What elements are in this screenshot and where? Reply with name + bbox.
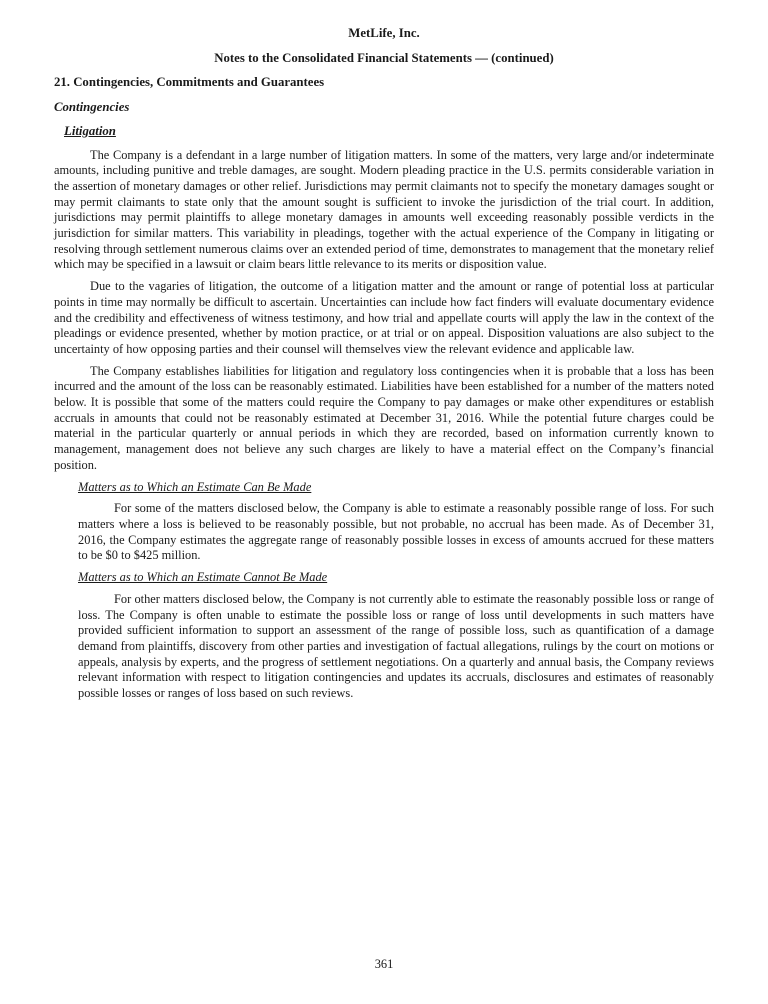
company-name: MetLife, Inc. xyxy=(348,26,420,40)
paragraph: For other matters disclosed below, the Company is not currently able to estimate the reasonably possible loss or range of loss. The Company is often unable to estimate the possible loss or range of loss until developments in such matters have provided sufficient information to support an assessment of the range of possible loss, such as quantification of a damage demand from plaintiffs, discovery from other parties and investigation of factual allegations, rulings by the court on motions or appeals, analysis by experts, and the progress of settlement negotiations. On a quarterly and annual basis, the Company reviews relevant information with respect to litigation contingencies and updates its accruals, disclosures and estimates of reasonably possible losses or ranges of loss based on such reviews. xyxy=(78,591,714,701)
document-page xyxy=(54,26,714,708)
paragraph: Due to the vagaries of litigation, the outcome of a litigation matter and the amount or range of potential loss at particular points in time may normally be difficult to ascertain. Uncertainties can include how fact finders will evaluate documentary evidence and the credibility and effectiveness of witness testimony, and how trial and appellate courts will apply the law in the context of the pleadings or evidence presented, whether by motion practice, or at trial or on appeal. Disposition valuations are also subject to the uncertainty of how opposing parties and their counsel will themselves view the relevant evidence and applicable law. xyxy=(54,279,714,356)
page-subtitle: Notes to the Consolidated Financial Statements — (continued) xyxy=(214,50,554,65)
paragraph: For some of the matters disclosed below, the Company is able to estimate a reasonably possible range of loss. For such matters where a loss is believed to be reasonably possible, but not probable, no accrual has been made. As of December 31, 2016, the Company estimates the aggregate range of reasonably possible losses in excess of amounts accrued for these matters to be $0 to $425 million. xyxy=(78,501,714,563)
estimate-can-section xyxy=(78,480,714,702)
estimate-can-heading: Matters as to Which an Estimate Can Be Made xyxy=(78,479,312,494)
estimate-cannot-heading: Matters as to Which an Estimate Cannot Be Made xyxy=(78,570,328,585)
paragraph: The Company establishes liabilities for litigation and regulatory loss contingencies when it is probable that a loss has been incurred and the amount of the loss can be reasonably estimated. Liabilities have been established for a number of the matters noted below. It is possible that some of the matters could require the Company to pay damages or make other expenditures or establish accruals in amounts that could not be reasonably estimated at December 31, 2016. While the potential future charges could be material in the particular quarterly or annual periods in which they are recorded, based on information currently known to management, management does not believe any such charges are likely to have a material effect on the Company’s financial position. xyxy=(54,363,714,472)
litigation-heading: Litigation xyxy=(64,123,116,138)
subsection-title: Contingencies xyxy=(54,100,130,115)
page-number: 361 xyxy=(374,957,394,971)
paragraph: The Company is a defendant in a large number of litigation matters. In some of the matters, very large and/or indeterminate amounts, including punitive and treble damages, are sought. Modern pleading practice in the U.S. permits considerable variation in the assertion of monetary damages or other relief. Jurisdictions may permit claimants not to specify the monetary damages sought or may permit claimants to state only that the amount sought is sufficient to invoke the jurisdiction of the trial court. In addition, jurisdictions may permit plaintiffs to allege monetary damages in amounts well exceeding reasonably possible verdicts in the jurisdiction for similar matters. This variability in pleadings, together with the actual experience of the Company in litigating or resolving through settlement numerous claims over an extended period of time, demonstrates to management that the monetary relief which may be specified in a lawsuit or claim bears little relevance to its merits or disposition value. xyxy=(54,147,714,272)
section-title: 21. Contingencies, Commitments and Guarantees xyxy=(54,75,325,90)
